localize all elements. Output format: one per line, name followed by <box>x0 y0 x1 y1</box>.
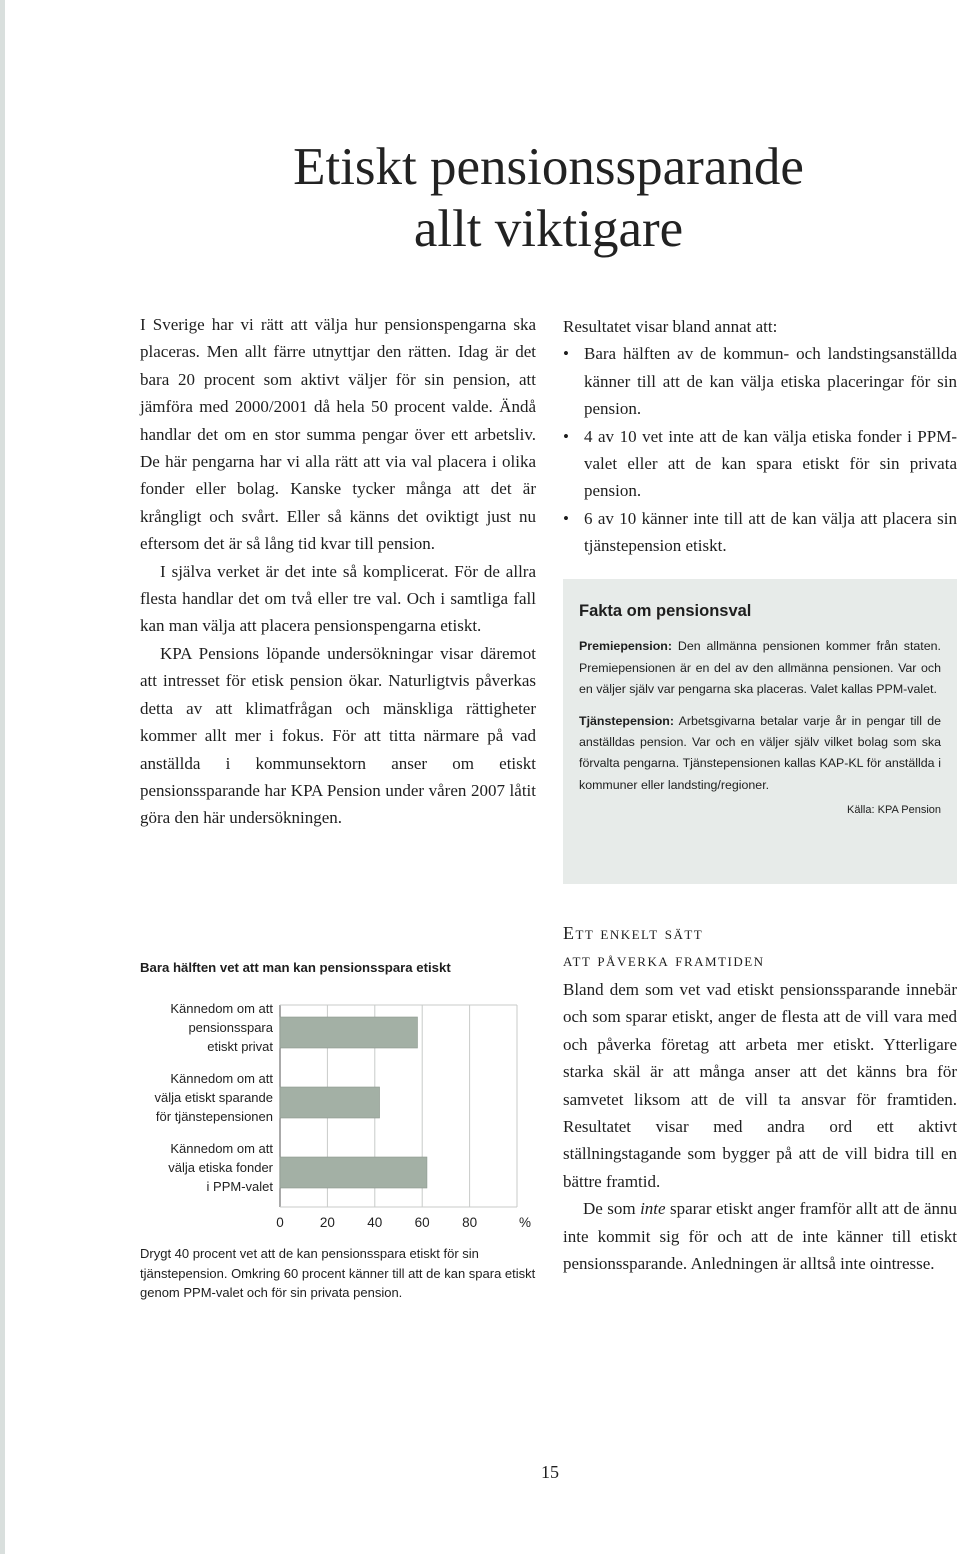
page-edge-rule <box>0 0 5 1554</box>
x-tick-label: 0 <box>276 1215 284 1230</box>
category-label-line: välja etiska fonder <box>168 1160 273 1175</box>
fakta-source: Källa: KPA Pension <box>847 804 941 817</box>
chart-title: Bara hälften vet att man kan pensionsspara etiskt <box>140 960 451 975</box>
x-tick-label: 60 <box>414 1215 430 1230</box>
results-bullet-3: • 6 av 10 känner inte till att de kan välja att placera sin tjänstepension etiskt. <box>563 505 957 560</box>
category-label-line: i PPM-valet <box>206 1179 273 1194</box>
fakta-box <box>563 579 957 884</box>
x-tick-label: 40 <box>367 1215 383 1230</box>
fakta-premiepension <box>579 636 941 700</box>
category-label <box>168 1141 273 1194</box>
page-title-line-2: allt viktigare <box>413 200 684 258</box>
category-label <box>154 1071 273 1124</box>
results-bullet-1: • Bara hälften av de kommun- och landstingsanställda känner till att de kan välja etiska placeringar för sin pension. <box>563 340 957 422</box>
fakta-heading: Fakta om pensionsval <box>579 602 752 620</box>
bar <box>280 1087 380 1118</box>
category-label-line: pensionsspara <box>188 1020 273 1035</box>
section-paragraph-2-end: sparar etiskt anger framför allt att de ännu inte kommit sig för och att de inte känner till etiskt pensionssparande. Anledningen är alltså inte ointresse. <box>563 1199 957 1274</box>
section-paragraph-2-start: De som <box>583 1199 641 1219</box>
chart-caption: Drygt 40 procent vet att de kan pensionsspara etiskt för sin tjänstepension. Omkring 60 procent känner till att de kan spara etiskt genom PPM-valet och för sin privata pension. <box>140 1246 536 1300</box>
x-tick-label: 20 <box>319 1215 335 1230</box>
category-label-line: Kännedom om att <box>170 1071 273 1086</box>
category-label-line: för tjänstepensionen <box>155 1109 273 1124</box>
intro-column <box>140 311 536 832</box>
fakta-tjanstepension <box>579 711 941 797</box>
section-body <box>563 976 957 1277</box>
section-heading-line-1: Ett enkelt sätt <box>563 923 704 943</box>
bar-chart-svg <box>140 990 540 1240</box>
section-paragraph-1: Bland dem som vet vad etiskt pensionssparande innebär och som sparar etiskt, anger de flesta att de vill vara med och påverka företag att arbeta mer etiskt. Ytterligare starka skäl är att många anser att det känns bra för samvetet liksom att de vill ta ansvar för framtiden. Resultatet visar med andra ord ett aktivt ställningstagande som bygger på att de vill bidra till en bättre framtid. <box>563 980 957 1191</box>
bar-chart <box>140 990 540 1240</box>
bar <box>280 1017 417 1048</box>
results-column <box>563 313 957 560</box>
intro-paragraph-2: I själva verket är det inte så komplicerat. För de allra flesta handlar det om två eller tre val. Och i samtliga fall kan man välja att placera pensionspengarna etiskt. <box>140 561 536 636</box>
fakta-tjanstepension-label: Tjänstepension: <box>579 713 675 728</box>
intro-paragraph-1: I Sverige har vi rätt att välja hur pensionspengarna ska placeras. Men allt färre utnyttjar den rätten. Idag är det bara 20 procent som aktivt väljer för sin pension, att jämföra med 2000/2001 då hela 50 procent valde. Ändå handlar det om en stor summa pengar över ett arbetsliv. De här pengarna har vi alla rätt att via val placera i olika fonder eller bolag. Kanske tycker många att det är krångligt och svårt. Eller så känns det oviktigt just nu eftersom det är så lång tid kvar till pension. <box>140 315 536 554</box>
fakta-premiepension-text: Den allmänna pensionen kommer från staten. Premiepensionen är en del av den allmänna pensionen. Var och en väljer själv var pengarna ska placeras. Valet kallas PPM-valet. <box>579 639 941 697</box>
x-unit-label: % <box>518 1215 532 1230</box>
category-label-line: etiskt privat <box>207 1039 273 1054</box>
results-lead: Resultatet visar bland annat att: <box>563 317 778 336</box>
bar <box>280 1157 427 1188</box>
section-paragraph-2 <box>563 1195 957 1277</box>
section-paragraph-2-emphasis: inte <box>640 1199 666 1219</box>
results-bullet-2: • 4 av 10 vet inte att de kan välja etiska fonder i PPM-valet eller att de kan spara etiskt för sin privata pension. <box>563 423 957 505</box>
category-label-line: välja etiskt sparande <box>154 1090 273 1105</box>
x-tick-label: 80 <box>462 1215 478 1230</box>
fakta-tjanstepension-text: Arbetsgivarna betalar varje år in pengar till de anställdas pension. Var och en väljer själv vilket bolag som ska förvalta pengarna. Tjänstepensionen kallas KAP-KL för anställda i kommuner eller landsting/regioner. <box>579 713 942 792</box>
results-list <box>563 340 957 559</box>
fakta-premiepension-label: Premiepension: <box>579 639 672 654</box>
section-heading <box>563 920 957 974</box>
category-label-line: Kännedom om att <box>170 1141 273 1156</box>
page-title-line-1: Etiskt pensionssparande <box>293 138 804 196</box>
category-label <box>170 1001 273 1054</box>
intro-paragraph-3: KPA Pensions löpande undersökningar visar däremot att intresset för etisk pension ökar. Naturligtvis påverkas detta av att klimatfrågan och mänskliga rättigheter kommer allt mer i fokus. För att titta närmare på vad anställda i kommunsektorn anser om etiskt pensionssparande har KPA Pension under våren 2007 låtit göra den här undersökningen. <box>140 643 536 828</box>
page-number: 15 <box>541 1462 559 1482</box>
section-heading-line-2: att påverka framtiden <box>563 950 765 970</box>
category-label-line: Kännedom om att <box>170 1001 273 1016</box>
page-title <box>276 136 821 260</box>
